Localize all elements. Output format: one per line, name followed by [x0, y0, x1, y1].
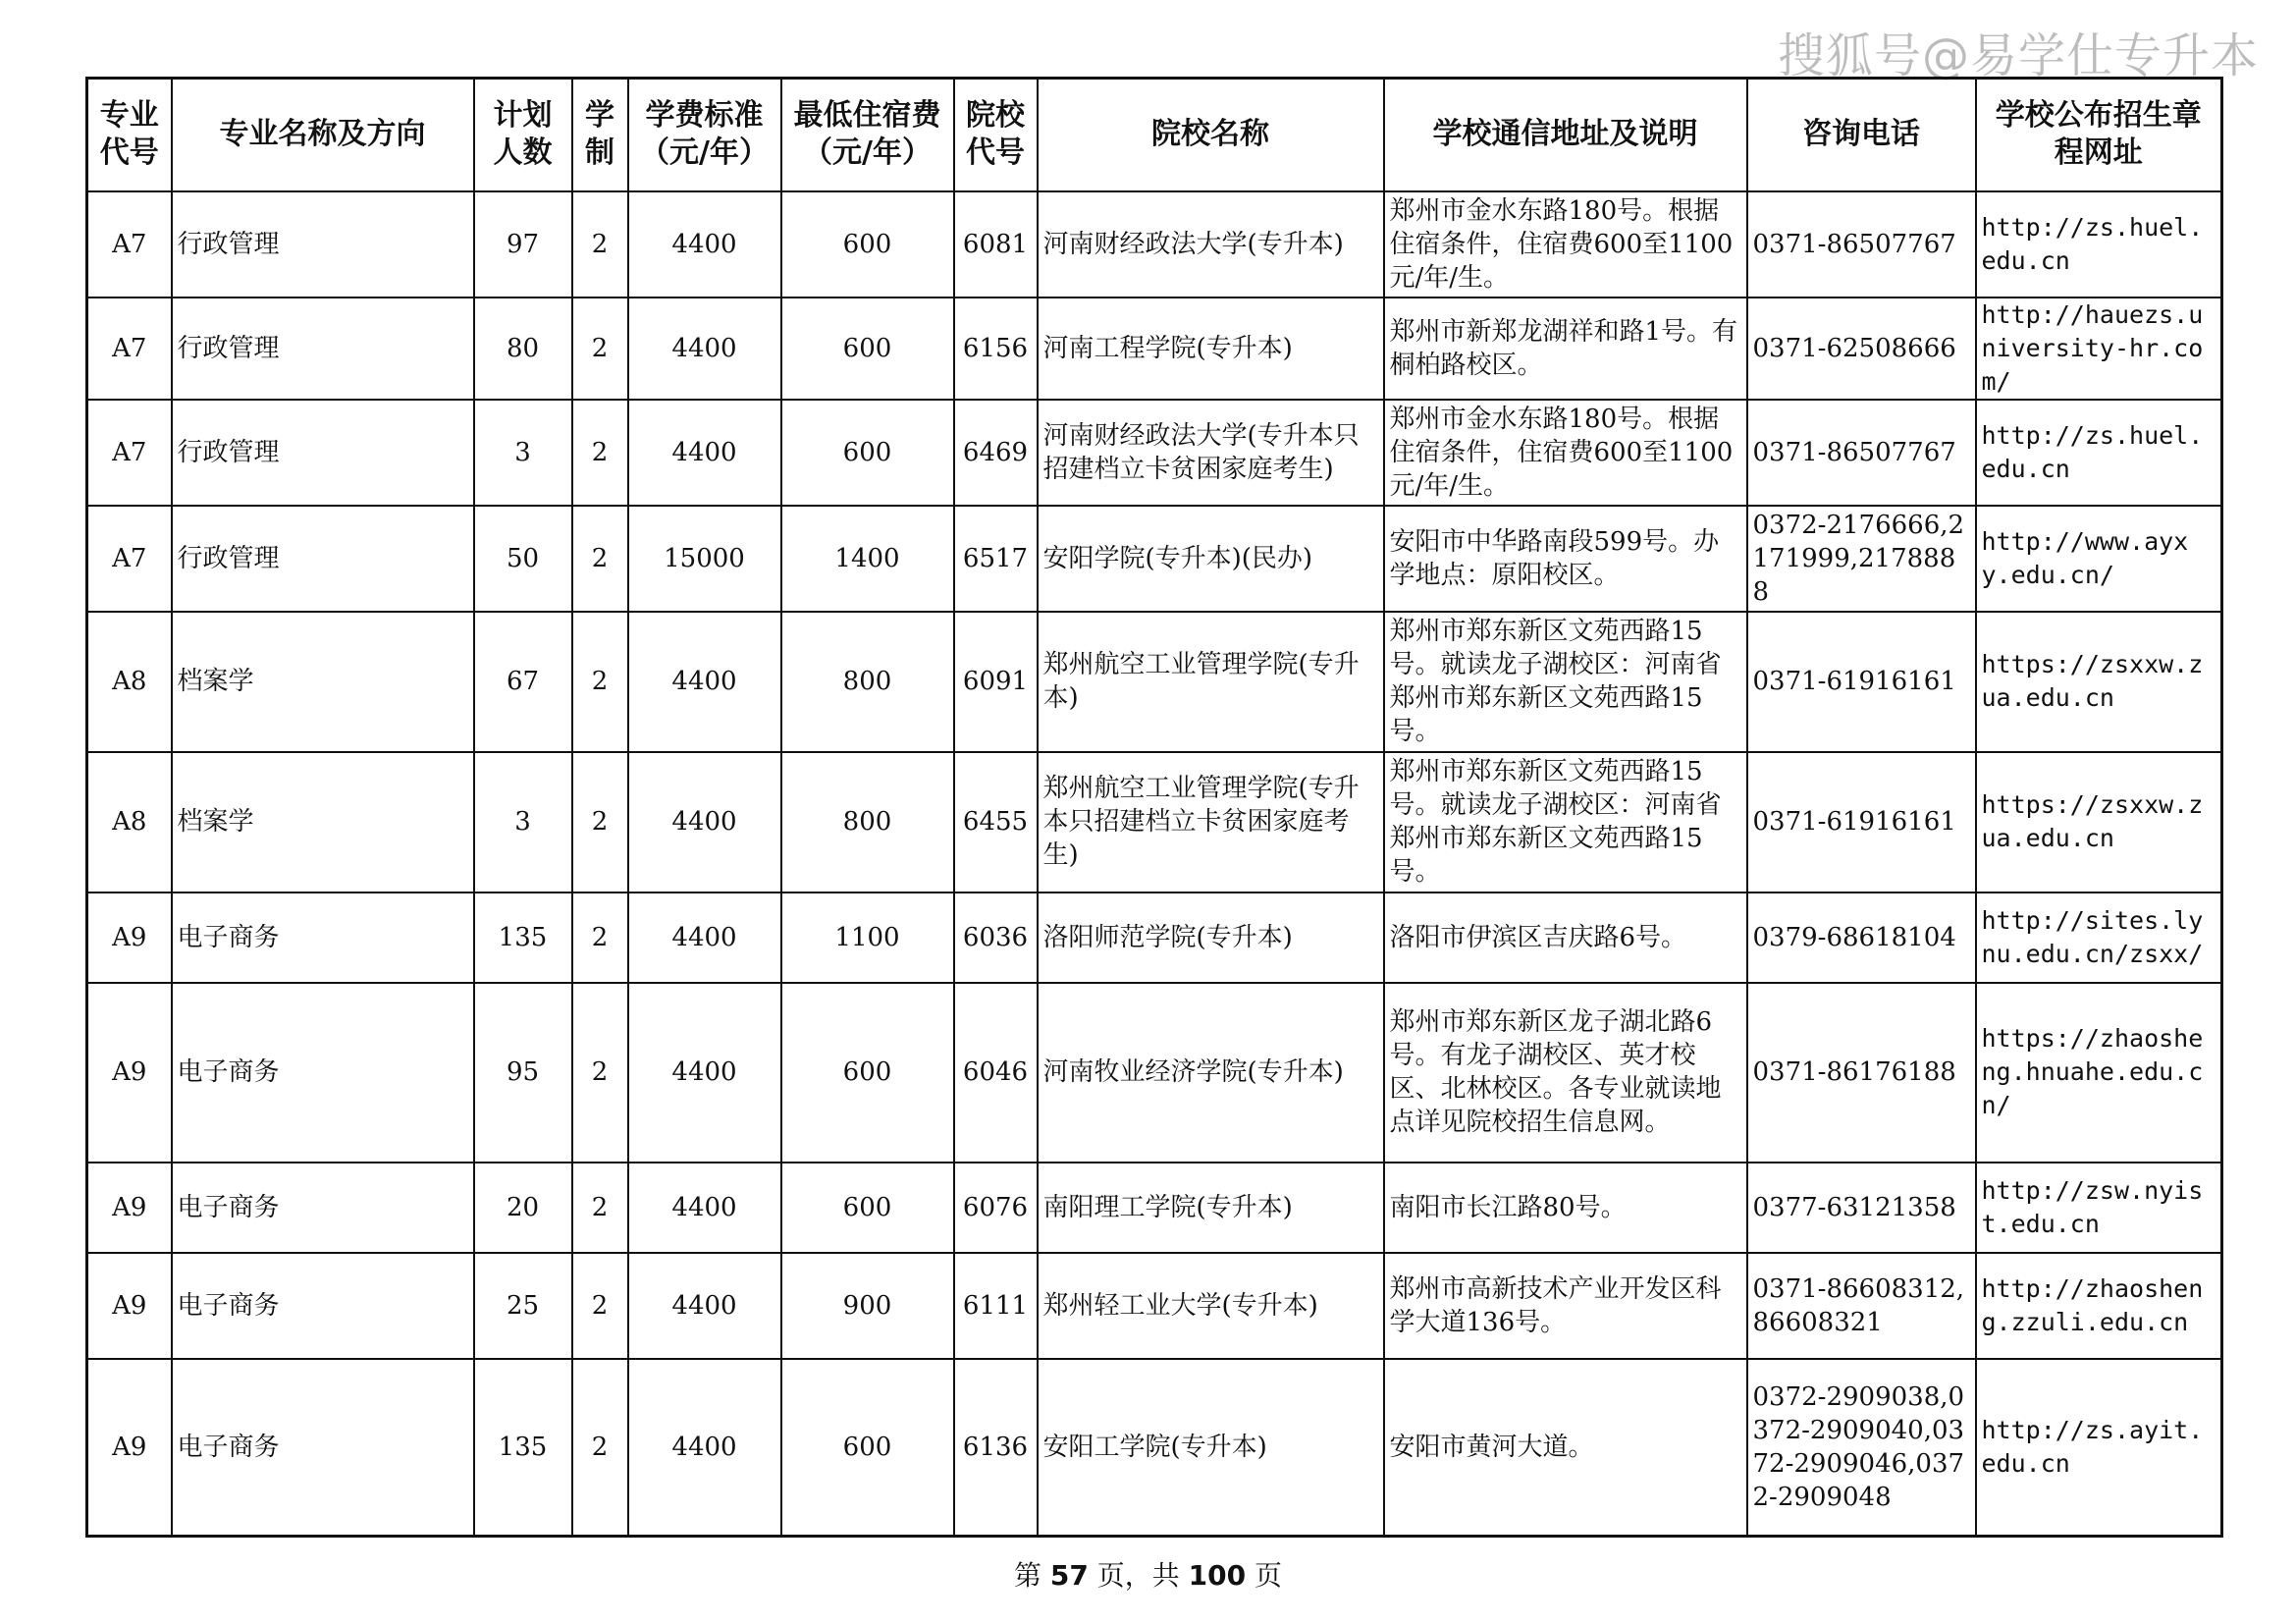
cell-code: A7: [87, 298, 172, 400]
cell-school: 河南财经政法大学(专升本只招建档立卡贫困家庭考生): [1038, 400, 1384, 506]
cell-url[interactable]: http://zs.huel.edu.cn: [1976, 191, 2222, 298]
cell-url[interactable]: http://sites.lynu.edu.cn/zsxx/: [1976, 893, 2222, 983]
cell-plan: 80: [474, 298, 572, 400]
cell-fee: 4400: [628, 400, 781, 506]
cell-years: 2: [572, 893, 628, 983]
cell-url[interactable]: http://zs.huel.edu.cn: [1976, 400, 2222, 506]
cell-school-code: 6091: [954, 612, 1038, 752]
header-dorm: 最低住宿费（元/年）: [781, 79, 954, 191]
header-code: 专业代号: [87, 79, 172, 191]
cell-code: A7: [87, 400, 172, 506]
table-row: [87, 191, 2222, 298]
cell-school-code: 6046: [954, 983, 1038, 1163]
cell-address: 郑州市高新技术产业开发区科学大道136号。: [1384, 1253, 1747, 1359]
cell-address: 郑州市郑东新区文苑西路15号。就读龙子湖校区：河南省郑州市郑东新区文苑西路15号。: [1384, 612, 1747, 752]
cell-fee: 4400: [628, 191, 781, 298]
cell-url[interactable]: https://zhaosheng.hnuahe.edu.cn/: [1976, 983, 2222, 1163]
cell-address: 洛阳市伊滨区吉庆路6号。: [1384, 893, 1747, 983]
cell-years: 2: [572, 1253, 628, 1359]
cell-plan: 95: [474, 983, 572, 1163]
cell-major: 档案学: [172, 752, 474, 893]
cell-phone: 0371-62508666: [1747, 298, 1976, 400]
cell-dorm: 600: [781, 191, 954, 298]
cell-code: A9: [87, 1253, 172, 1359]
cell-url[interactable]: http://www.ayxy.edu.cn/: [1976, 506, 2222, 612]
cell-phone: 0372-2909038,0372-2909040,0372-2909046,0372-2909048: [1747, 1359, 1976, 1537]
header-years: 学制: [572, 79, 628, 191]
cell-address: 郑州市郑东新区文苑西路15号。就读龙子湖校区：河南省郑州市郑东新区文苑西路15号。: [1384, 752, 1747, 893]
header-school-code: 院校代号: [954, 79, 1038, 191]
header-school: 院校名称: [1038, 79, 1384, 191]
cell-address: 安阳市中华路南段599号。办学地点：原阳校区。: [1384, 506, 1747, 612]
cell-url[interactable]: http://hauezs.university-hr.com/: [1976, 298, 2222, 400]
cell-years: 2: [572, 612, 628, 752]
cell-major: 档案学: [172, 612, 474, 752]
table-row: [87, 1359, 2222, 1537]
cell-fee: 4400: [628, 612, 781, 752]
cell-phone: 0371-61916161: [1747, 612, 1976, 752]
table-row: [87, 298, 2222, 400]
cell-school: 郑州航空工业管理学院(专升本): [1038, 612, 1384, 752]
cell-phone: 0377-63121358: [1747, 1163, 1976, 1253]
footer-total-pages: 100: [1188, 1559, 1247, 1592]
cell-major: 行政管理: [172, 506, 474, 612]
cell-years: 2: [572, 191, 628, 298]
table-header-row: [87, 79, 2222, 191]
cell-plan: 135: [474, 893, 572, 983]
cell-dorm: 600: [781, 983, 954, 1163]
cell-fee: 4400: [628, 1359, 781, 1537]
cell-url[interactable]: https://zsxxw.zua.edu.cn: [1976, 752, 2222, 893]
cell-address: 郑州市金水东路180号。根据住宿条件，住宿费600至1100元/年/生。: [1384, 400, 1747, 506]
cell-plan: 20: [474, 1163, 572, 1253]
cell-code: A9: [87, 1163, 172, 1253]
cell-url[interactable]: http://zhaosheng.zzuli.edu.cn: [1976, 1253, 2222, 1359]
footer-page-number: 57: [1049, 1559, 1089, 1592]
cell-major: 电子商务: [172, 1163, 474, 1253]
watermark-text: 搜狐号@易学仕专升本: [1777, 28, 2259, 83]
cell-phone: 0371-61916161: [1747, 752, 1976, 893]
table-body: [87, 191, 2222, 1537]
cell-school: 河南牧业经济学院(专升本): [1038, 983, 1384, 1163]
cell-plan: 67: [474, 612, 572, 752]
cell-years: 2: [572, 298, 628, 400]
cell-school: 河南工程学院(专升本): [1038, 298, 1384, 400]
cell-major: 电子商务: [172, 1253, 474, 1359]
cell-school-code: 6136: [954, 1359, 1038, 1537]
header-url: 学校公布招生章程网址: [1976, 79, 2222, 191]
cell-school: 安阳学院(专升本)(民办): [1038, 506, 1384, 612]
cell-school-code: 6076: [954, 1163, 1038, 1253]
cell-school: 安阳工学院(专升本): [1038, 1359, 1384, 1537]
cell-school-code: 6036: [954, 893, 1038, 983]
cell-school: 南阳理工学院(专升本): [1038, 1163, 1384, 1253]
cell-address: 郑州市金水东路180号。根据住宿条件，住宿费600至1100元/年/生。: [1384, 191, 1747, 298]
cell-dorm: 600: [781, 1359, 954, 1537]
cell-phone: 0371-86507767: [1747, 400, 1976, 506]
cell-school: 郑州轻工业大学(专升本): [1038, 1253, 1384, 1359]
cell-phone: 0379-68618104: [1747, 893, 1976, 983]
cell-school: 郑州航空工业管理学院(专升本只招建档立卡贫困家庭考生): [1038, 752, 1384, 893]
cell-major: 行政管理: [172, 191, 474, 298]
cell-code: A9: [87, 983, 172, 1163]
cell-dorm: 900: [781, 1253, 954, 1359]
cell-plan: 25: [474, 1253, 572, 1359]
table-row: [87, 612, 2222, 752]
cell-major: 行政管理: [172, 400, 474, 506]
cell-school-code: 6469: [954, 400, 1038, 506]
page-footer: [0, 1554, 2296, 1594]
cell-school-code: 6455: [954, 752, 1038, 893]
table-row: [87, 400, 2222, 506]
cell-school: 河南财经政法大学(专升本): [1038, 191, 1384, 298]
table-row: [87, 1163, 2222, 1253]
cell-fee: 15000: [628, 506, 781, 612]
table-row: [87, 506, 2222, 612]
cell-plan: 97: [474, 191, 572, 298]
cell-address: 郑州市新郑龙湖祥和路1号。有桐柏路校区。: [1384, 298, 1747, 400]
cell-dorm: 800: [781, 752, 954, 893]
cell-school-code: 6156: [954, 298, 1038, 400]
cell-dorm: 600: [781, 1163, 954, 1253]
cell-dorm: 1400: [781, 506, 954, 612]
cell-plan: 3: [474, 752, 572, 893]
cell-phone: 0371-86507767: [1747, 191, 1976, 298]
table-row: [87, 1253, 2222, 1359]
cell-plan: 135: [474, 1359, 572, 1537]
cell-dorm: 600: [781, 400, 954, 506]
cell-fee: 4400: [628, 1163, 781, 1253]
footer-middle: 页，共: [1088, 1559, 1189, 1592]
cell-code: A8: [87, 752, 172, 893]
cell-dorm: 1100: [781, 893, 954, 983]
table-row: [87, 893, 2222, 983]
cell-school: 洛阳师范学院(专升本): [1038, 893, 1384, 983]
cell-school-code: 6081: [954, 191, 1038, 298]
cell-fee: 4400: [628, 1253, 781, 1359]
cell-years: 2: [572, 400, 628, 506]
cell-code: A8: [87, 612, 172, 752]
header-address: 学校通信地址及说明: [1384, 79, 1747, 191]
cell-url[interactable]: https://zsxxw.zua.edu.cn: [1976, 612, 2222, 752]
cell-years: 2: [572, 1163, 628, 1253]
footer-prefix: 第: [1013, 1559, 1050, 1592]
cell-major: 电子商务: [172, 983, 474, 1163]
cell-dorm: 600: [781, 298, 954, 400]
header-phone: 咨询电话: [1747, 79, 1976, 191]
cell-code: A7: [87, 191, 172, 298]
cell-fee: 4400: [628, 893, 781, 983]
cell-url[interactable]: http://zs.ayit.edu.cn: [1976, 1359, 2222, 1537]
cell-plan: 3: [474, 400, 572, 506]
cell-major: 电子商务: [172, 893, 474, 983]
cell-dorm: 800: [781, 612, 954, 752]
cell-school-code: 6517: [954, 506, 1038, 612]
cell-phone: 0372-2176666,2171999,2178888: [1747, 506, 1976, 612]
cell-major: 电子商务: [172, 1359, 474, 1537]
cell-plan: 50: [474, 506, 572, 612]
table-row: [87, 752, 2222, 893]
header-plan: 计划人数: [474, 79, 572, 191]
cell-code: A9: [87, 1359, 172, 1537]
cell-address: 郑州市郑东新区龙子湖北路6号。有龙子湖校区、英才校区、北林校区。各专业就读地点详见院校招生信息网。: [1384, 983, 1747, 1163]
cell-fee: 4400: [628, 752, 781, 893]
cell-school-code: 6111: [954, 1253, 1038, 1359]
header-major: 专业名称及方向: [172, 79, 474, 191]
cell-fee: 4400: [628, 298, 781, 400]
cell-code: A7: [87, 506, 172, 612]
cell-years: 2: [572, 983, 628, 1163]
cell-address: 南阳市长江路80号。: [1384, 1163, 1747, 1253]
cell-fee: 4400: [628, 983, 781, 1163]
cell-years: 2: [572, 752, 628, 893]
header-fee: 学费标准（元/年）: [628, 79, 781, 191]
cell-url[interactable]: http://zsw.nyist.edu.cn: [1976, 1163, 2222, 1253]
cell-phone: 0371-86176188: [1747, 983, 1976, 1163]
cell-major: 行政管理: [172, 298, 474, 400]
cell-code: A9: [87, 893, 172, 983]
table-row: [87, 983, 2222, 1163]
admission-plan-table: [85, 77, 2223, 1538]
cell-years: 2: [572, 1359, 628, 1537]
cell-phone: 0371-86608312,86608321: [1747, 1253, 1976, 1359]
cell-years: 2: [572, 506, 628, 612]
footer-suffix: 页: [1246, 1559, 1283, 1592]
cell-address: 安阳市黄河大道。: [1384, 1359, 1747, 1537]
